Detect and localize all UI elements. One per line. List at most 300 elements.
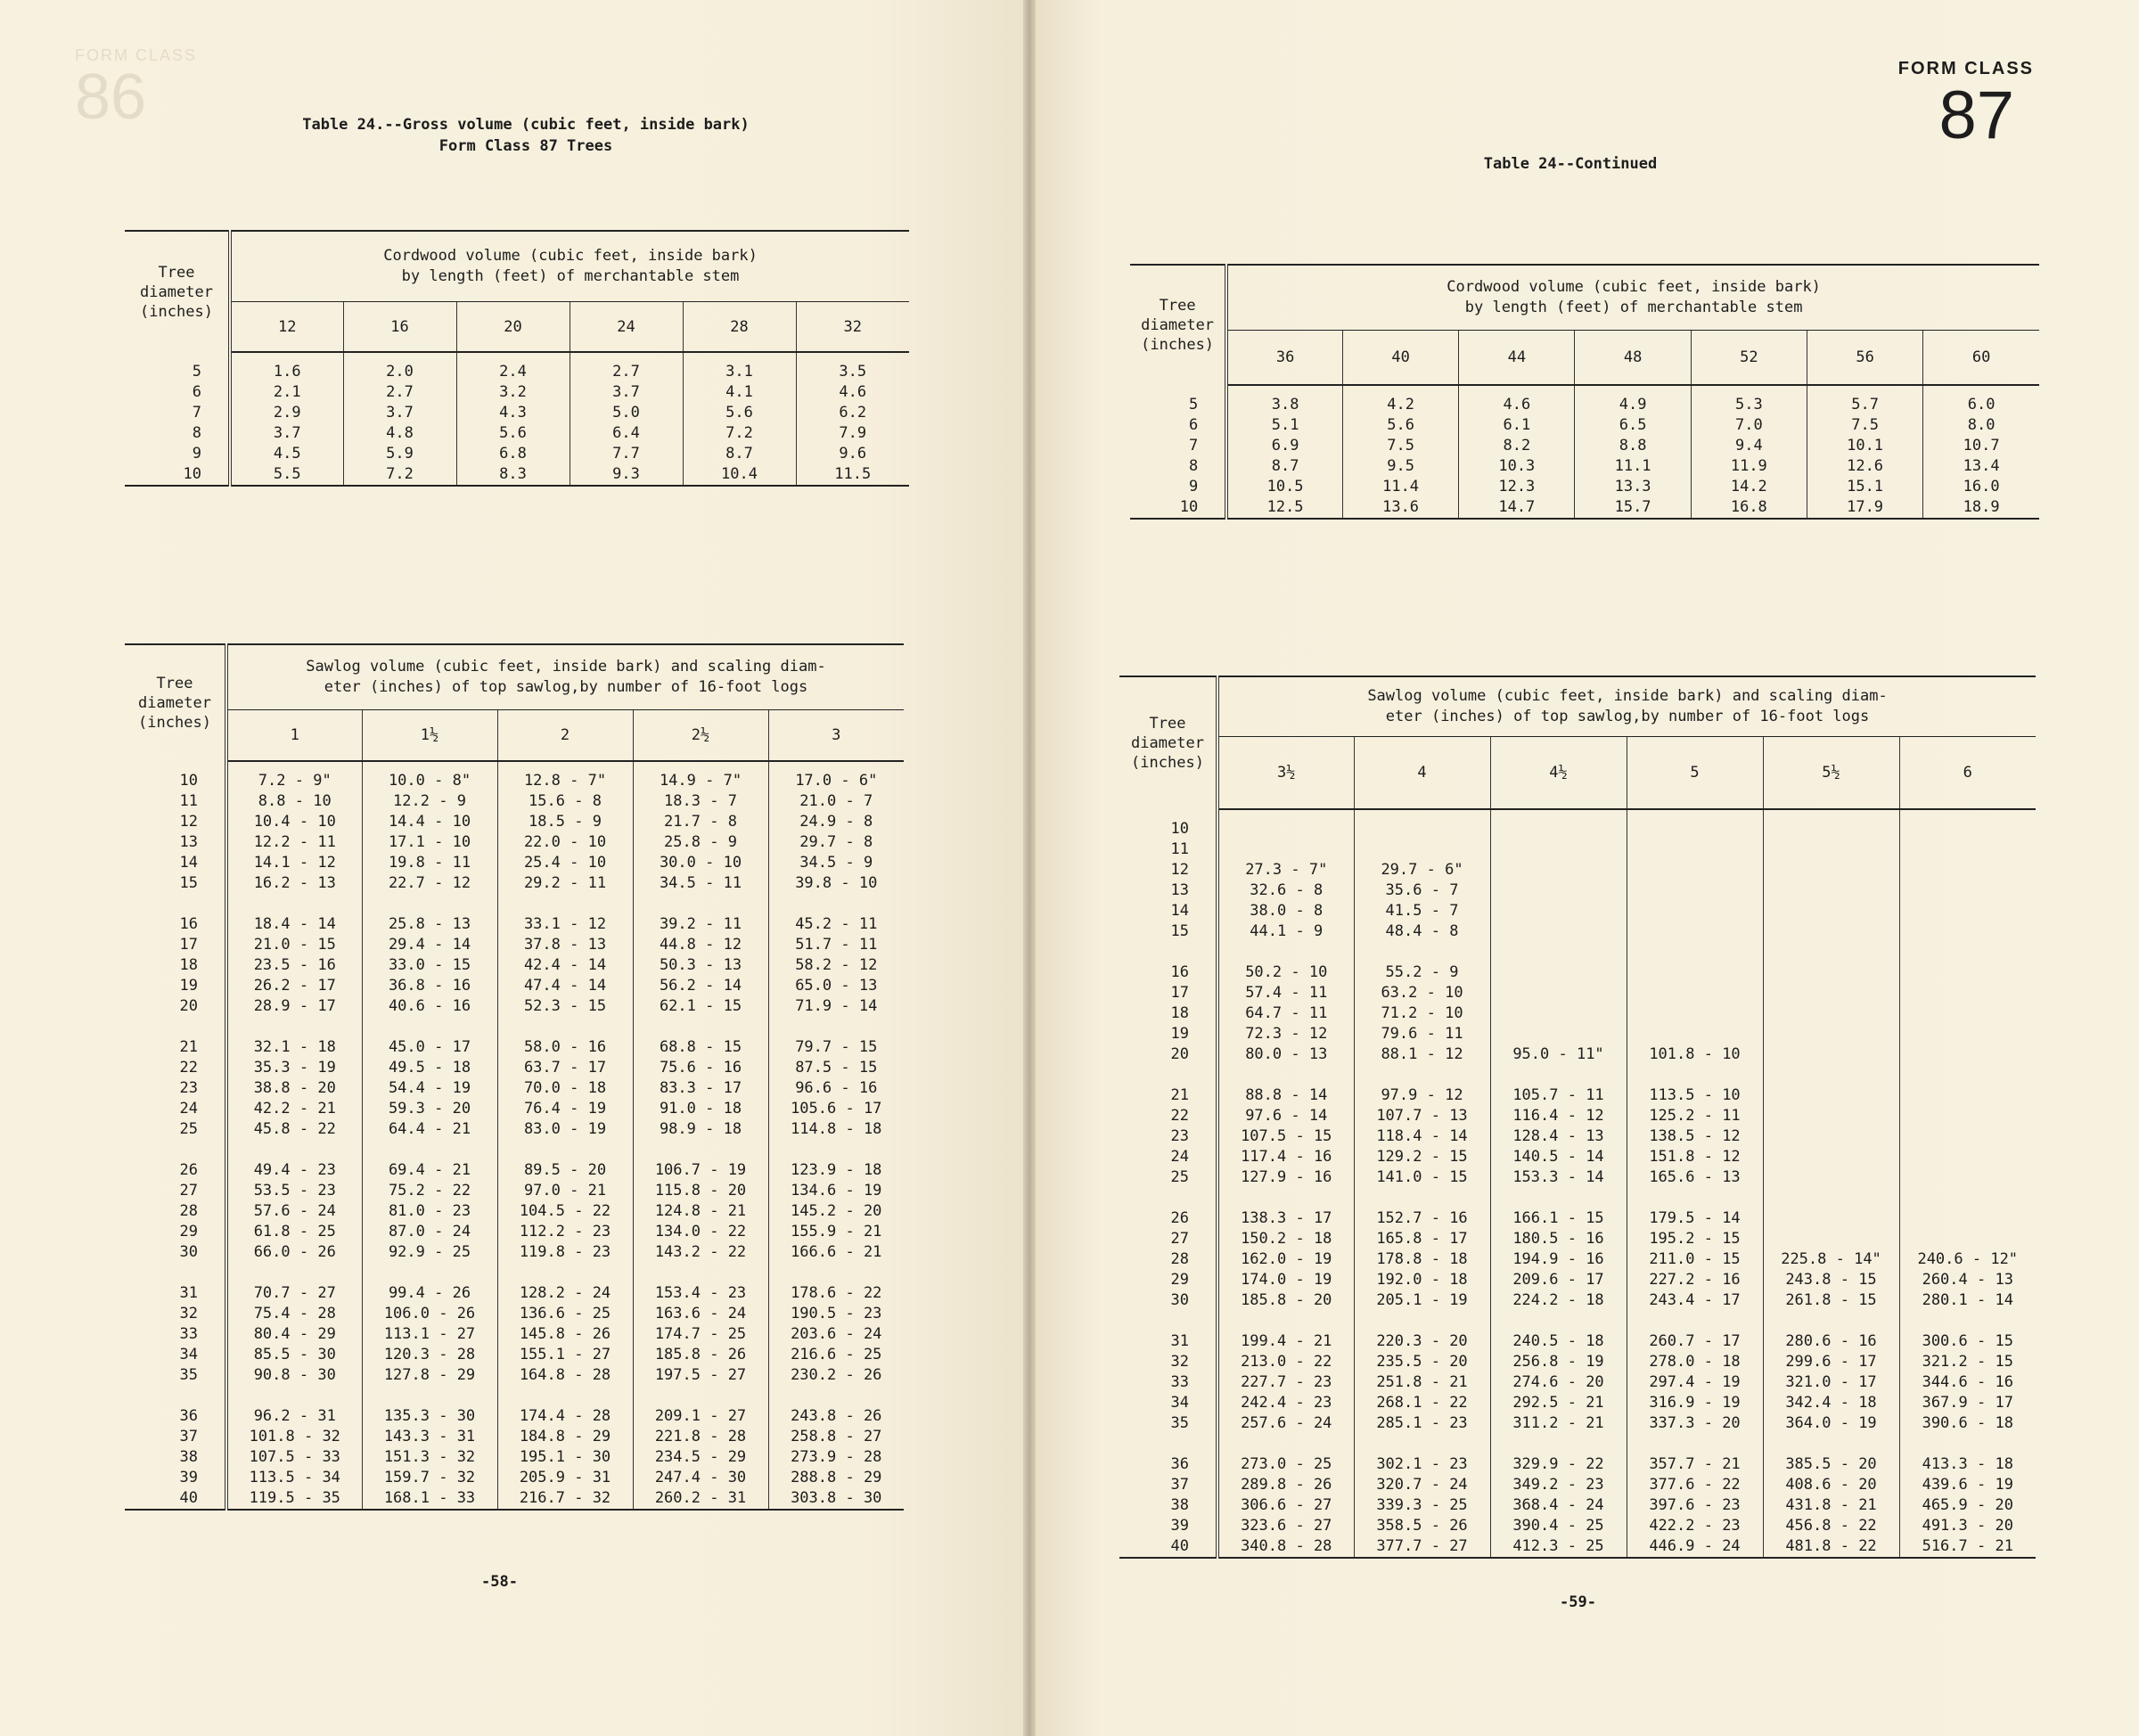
volume-cell: 390.6 - 18 bbox=[1922, 1414, 2013, 1432]
volume-cell: 178.8 - 18 bbox=[1354, 1249, 1490, 1270]
volume-cell bbox=[1763, 839, 1899, 860]
table-row bbox=[1119, 1229, 2036, 1249]
volume-cell: 292.5 - 21 bbox=[1490, 1393, 1627, 1413]
diameter-cell: 40 bbox=[125, 1488, 226, 1510]
volume-cell: 136.6 - 25 bbox=[497, 1304, 633, 1324]
volume-cell: 105.6 - 17 bbox=[791, 1100, 882, 1118]
volume-cell bbox=[1490, 860, 1627, 880]
volume-cell: 64.7 - 11 bbox=[1217, 1003, 1354, 1024]
volume-cell: 27.3 - 7" bbox=[1217, 860, 1354, 880]
volume-cell bbox=[1899, 1126, 2036, 1147]
volume-cell: 174.4 - 28 bbox=[497, 1386, 633, 1427]
volume-cell: 101.8 - 10 bbox=[1627, 1044, 1763, 1065]
diameter-cell: 30 bbox=[125, 1242, 226, 1263]
volume-cell: 87.5 - 15 bbox=[795, 1059, 878, 1077]
diameter-cell: 23 bbox=[1119, 1126, 1217, 1147]
volume-cell: 349.2 - 23 bbox=[1490, 1475, 1627, 1495]
volume-cell bbox=[1627, 809, 1763, 839]
volume-cell: 408.6 - 20 bbox=[1763, 1475, 1899, 1495]
diameter-cell: 37 bbox=[1119, 1475, 1217, 1495]
volume-cell bbox=[1490, 880, 1627, 901]
column-header: 40 bbox=[1342, 331, 1458, 386]
volume-cell: 70.0 - 18 bbox=[497, 1078, 633, 1099]
volume-cell: 12.3 bbox=[1459, 477, 1575, 497]
diameter-cell: 5 bbox=[1130, 385, 1226, 415]
volume-cell: 209.6 - 17 bbox=[1490, 1270, 1627, 1290]
volume-cell: 211.0 - 15 bbox=[1627, 1249, 1763, 1270]
volume-cell: 13.4 bbox=[1963, 457, 2000, 475]
volume-cell: 85.5 - 30 bbox=[226, 1345, 362, 1365]
volume-cell bbox=[1490, 901, 1627, 921]
volume-cell: 243.8 - 15 bbox=[1763, 1270, 1899, 1290]
volume-cell: 25.8 - 13 bbox=[362, 894, 497, 935]
volume-cell: 32.6 - 8 bbox=[1217, 880, 1354, 901]
diameter-cell: 34 bbox=[1119, 1393, 1217, 1413]
volume-cell: 138.3 - 17 bbox=[1217, 1188, 1354, 1229]
volume-cell: 34.5 - 11 bbox=[633, 873, 768, 894]
form-class-number: 87 bbox=[1938, 78, 2014, 153]
volume-cell bbox=[1627, 901, 1763, 921]
volume-cell bbox=[1490, 921, 1627, 942]
volume-cell: 390.4 - 25 bbox=[1490, 1516, 1627, 1536]
volume-cell: 58.2 - 12 bbox=[795, 956, 878, 974]
table-row bbox=[1119, 1413, 2036, 1434]
volume-cell: 4.2 bbox=[1342, 385, 1458, 415]
volume-cell: 106.7 - 19 bbox=[633, 1140, 768, 1181]
volume-cell: 367.9 - 17 bbox=[1922, 1394, 2013, 1412]
volume-cell: 9.4 bbox=[1691, 436, 1807, 456]
volume-cell: 63.2 - 10 bbox=[1354, 983, 1490, 1003]
volume-cell: 97.0 - 21 bbox=[497, 1181, 633, 1201]
volume-cell: 21.0 - 7 bbox=[799, 792, 873, 810]
table-row bbox=[125, 1386, 904, 1427]
diameter-cell: 11 bbox=[1119, 839, 1217, 860]
volume-cell bbox=[1899, 1229, 2036, 1249]
volume-cell bbox=[1763, 1003, 1899, 1024]
volume-cell: 140.5 - 14 bbox=[1490, 1147, 1627, 1167]
volume-cell: 194.9 - 16 bbox=[1490, 1249, 1627, 1270]
volume-cell: 5.5 bbox=[230, 464, 343, 486]
table-row bbox=[125, 1488, 904, 1510]
volume-cell: 50.3 - 13 bbox=[633, 955, 768, 976]
volume-cell: 302.1 - 23 bbox=[1354, 1434, 1490, 1475]
volume-cell bbox=[1899, 1147, 2036, 1167]
table-title-line2: Form Class 87 Trees bbox=[438, 137, 613, 155]
volume-cell: 125.2 - 11 bbox=[1627, 1106, 1763, 1126]
diameter-cell: 9 bbox=[125, 444, 230, 464]
volume-cell: 141.0 - 15 bbox=[1354, 1167, 1490, 1188]
diameter-cell: 33 bbox=[125, 1324, 226, 1345]
diameter-cell: 37 bbox=[125, 1427, 226, 1447]
table-row bbox=[125, 761, 904, 791]
diameter-cell: 24 bbox=[125, 1099, 226, 1119]
volume-cell: 323.6 - 27 bbox=[1217, 1516, 1354, 1536]
column-header: 48 bbox=[1575, 331, 1691, 386]
diameter-cell: 5 bbox=[125, 352, 230, 382]
volume-cell: 19.8 - 11 bbox=[362, 853, 497, 873]
volume-cell: 431.8 - 21 bbox=[1763, 1495, 1899, 1516]
table-row bbox=[125, 1365, 904, 1386]
right-page bbox=[1036, 0, 2139, 1736]
table-row bbox=[125, 976, 904, 996]
diameter-cell: 25 bbox=[1119, 1167, 1217, 1188]
volume-cell: 41.5 - 7 bbox=[1354, 901, 1490, 921]
volume-cell: 35.3 - 19 bbox=[226, 1058, 362, 1078]
volume-cell: 10.7 bbox=[1963, 437, 2000, 454]
diameter-cell: 22 bbox=[125, 1058, 226, 1078]
volume-cell: 135.3 - 30 bbox=[362, 1386, 497, 1427]
volume-cell: 29.7 - 6" bbox=[1354, 860, 1490, 880]
volume-cell: 36.8 - 16 bbox=[362, 976, 497, 996]
volume-cell: 107.5 - 33 bbox=[226, 1447, 362, 1468]
diameter-cell: 26 bbox=[125, 1140, 226, 1181]
volume-cell: 57.6 - 24 bbox=[226, 1201, 362, 1222]
volume-cell: 8.3 bbox=[456, 464, 570, 486]
volume-cell: 51.7 - 11 bbox=[795, 936, 878, 954]
volume-cell: 342.4 - 18 bbox=[1763, 1393, 1899, 1413]
table-row bbox=[125, 832, 904, 853]
diameter-cell: 30 bbox=[1119, 1290, 1217, 1311]
volume-cell: 55.2 - 9 bbox=[1354, 942, 1490, 983]
table-row bbox=[125, 1447, 904, 1468]
volume-cell bbox=[1354, 809, 1490, 839]
table-row bbox=[125, 1099, 904, 1119]
volume-cell: 178.6 - 22 bbox=[791, 1284, 882, 1302]
diameter-cell: 38 bbox=[1119, 1495, 1217, 1516]
column-header: 5 bbox=[1627, 737, 1763, 810]
diameter-cell: 29 bbox=[1119, 1270, 1217, 1290]
volume-cell bbox=[1899, 1188, 2036, 1229]
volume-cell: 268.1 - 22 bbox=[1354, 1393, 1490, 1413]
volume-cell: 278.0 - 18 bbox=[1627, 1352, 1763, 1372]
column-header: 1 bbox=[226, 710, 362, 762]
diameter-cell: 38 bbox=[125, 1447, 226, 1468]
volume-cell: 163.6 - 24 bbox=[633, 1304, 768, 1324]
volume-cell: 234.5 - 29 bbox=[633, 1447, 768, 1468]
diameter-cell: 14 bbox=[1119, 901, 1217, 921]
volume-cell: 4.8 bbox=[343, 423, 456, 444]
volume-cell: 38.0 - 8 bbox=[1217, 901, 1354, 921]
volume-cell bbox=[1763, 901, 1899, 921]
table-title bbox=[143, 114, 909, 157]
diameter-cell: 16 bbox=[125, 894, 226, 935]
volume-cell: 22.0 - 10 bbox=[497, 832, 633, 853]
volume-cell: 4.1 bbox=[683, 382, 796, 403]
volume-cell: 364.0 - 19 bbox=[1763, 1413, 1899, 1434]
diameter-cell: 34 bbox=[125, 1345, 226, 1365]
table-row bbox=[1130, 497, 2039, 519]
column-header: 32 bbox=[796, 302, 909, 353]
table-row bbox=[125, 1119, 904, 1140]
volume-cell bbox=[1763, 1167, 1899, 1188]
volume-cell: 12.2 - 9 bbox=[362, 791, 497, 812]
volume-cell bbox=[1899, 860, 2036, 880]
volume-cell: 3.1 bbox=[683, 352, 796, 382]
volume-cell: 6.0 bbox=[1967, 396, 1996, 414]
table-row bbox=[1119, 1393, 2036, 1413]
volume-cell: 10.4 - 10 bbox=[226, 812, 362, 832]
diameter-cell: 33 bbox=[1119, 1372, 1217, 1393]
volume-cell: 209.1 - 27 bbox=[633, 1386, 768, 1427]
volume-cell: 25.8 - 9 bbox=[633, 832, 768, 853]
volume-cell bbox=[1763, 942, 1899, 983]
volume-cell: 257.6 - 24 bbox=[1217, 1413, 1354, 1434]
volume-cell: 12.8 - 7" bbox=[497, 761, 633, 791]
volume-cell: 11.5 bbox=[796, 464, 909, 486]
volume-cell: 116.4 - 12 bbox=[1490, 1106, 1627, 1126]
page-number-right: -59- bbox=[1560, 1593, 1596, 1611]
volume-cell bbox=[1763, 1106, 1899, 1126]
volume-cell: 6.8 bbox=[456, 444, 570, 464]
volume-cell bbox=[1763, 1188, 1899, 1229]
diameter-cell: 10 bbox=[1119, 809, 1217, 839]
volume-cell: 321.0 - 17 bbox=[1763, 1372, 1899, 1393]
diameter-cell: 31 bbox=[1119, 1311, 1217, 1352]
table-row bbox=[1130, 385, 2039, 415]
volume-cell: 115.8 - 20 bbox=[633, 1181, 768, 1201]
volume-cell: 184.8 - 29 bbox=[497, 1427, 633, 1447]
table-row bbox=[1119, 839, 2036, 860]
diameter-cell: 10 bbox=[1130, 497, 1226, 519]
volume-cell: 99.4 - 26 bbox=[362, 1263, 497, 1304]
table-row bbox=[125, 1427, 904, 1447]
volume-cell: 71.2 - 10 bbox=[1354, 1003, 1490, 1024]
volume-cell: 3.5 bbox=[839, 363, 867, 381]
volume-cell: 127.9 - 16 bbox=[1217, 1167, 1354, 1188]
volume-cell: 303.8 - 30 bbox=[768, 1488, 904, 1510]
volume-cell: 83.3 - 17 bbox=[633, 1078, 768, 1099]
diameter-cell: 39 bbox=[125, 1468, 226, 1488]
volume-cell: 28.9 - 17 bbox=[226, 996, 362, 1017]
volume-cell: 87.0 - 24 bbox=[362, 1222, 497, 1242]
diameter-cell: 9 bbox=[1130, 477, 1226, 497]
table-row bbox=[125, 1017, 904, 1058]
volume-cell: 32.1 - 18 bbox=[226, 1017, 362, 1058]
volume-cell: 33.0 - 15 bbox=[362, 955, 497, 976]
diameter-cell: 39 bbox=[1119, 1516, 1217, 1536]
volume-cell: 3.7 bbox=[570, 382, 683, 403]
volume-cell: 33.1 - 12 bbox=[497, 894, 633, 935]
volume-cell: 40.6 - 16 bbox=[362, 996, 497, 1017]
volume-cell: 50.2 - 10 bbox=[1217, 942, 1354, 983]
table-row bbox=[1130, 415, 2039, 436]
table-title-continued: Table 24--Continued bbox=[1483, 155, 1658, 173]
volume-cell: 357.7 - 21 bbox=[1627, 1434, 1763, 1475]
volume-cell: 261.8 - 15 bbox=[1763, 1290, 1899, 1311]
volume-cell bbox=[1899, 880, 2036, 901]
volume-cell: 8.7 bbox=[683, 444, 796, 464]
volume-cell: 29.7 - 8 bbox=[799, 833, 873, 851]
left-page bbox=[0, 0, 1023, 1736]
column-header: 44 bbox=[1459, 331, 1575, 386]
volume-cell: 256.8 - 19 bbox=[1490, 1352, 1627, 1372]
volume-cell: 412.3 - 25 bbox=[1490, 1536, 1627, 1558]
diameter-cell: 28 bbox=[1119, 1249, 1217, 1270]
table-row bbox=[1119, 1352, 2036, 1372]
volume-cell: 14.7 bbox=[1459, 497, 1575, 519]
volume-cell: 197.5 - 27 bbox=[633, 1365, 768, 1386]
volume-cell: 112.2 - 23 bbox=[497, 1222, 633, 1242]
diameter-cell: 10 bbox=[125, 464, 230, 486]
volume-cell: 220.3 - 20 bbox=[1354, 1311, 1490, 1352]
cordwood-table-right bbox=[1130, 264, 2039, 520]
volume-cell: 225.8 - 14" bbox=[1763, 1249, 1899, 1270]
table-row bbox=[125, 352, 909, 382]
diameter-cell: 27 bbox=[1119, 1229, 1217, 1249]
volume-cell: 165.6 - 13 bbox=[1627, 1167, 1763, 1188]
volume-cell: 10.3 bbox=[1459, 456, 1575, 477]
volume-cell bbox=[1627, 921, 1763, 942]
ghost-form-class-label: FORM CLASS bbox=[75, 46, 198, 64]
diameter-cell: 35 bbox=[125, 1365, 226, 1386]
diameter-cell: 13 bbox=[125, 832, 226, 853]
table-row bbox=[125, 1058, 904, 1078]
volume-cell: 15.1 bbox=[1807, 477, 1922, 497]
table-row bbox=[1119, 1147, 2036, 1167]
volume-cell: 397.6 - 23 bbox=[1627, 1495, 1763, 1516]
sawlog-header: Sawlog volume (cubic feet, inside bark) and scaling diam- eter (inches) of top sawlog,by number of 16-foot logs bbox=[1217, 676, 2036, 737]
table-row bbox=[1119, 860, 2036, 880]
volume-cell: 3.7 bbox=[230, 423, 343, 444]
table-row bbox=[125, 791, 904, 812]
volume-cell bbox=[1627, 860, 1763, 880]
page-number-left: -58- bbox=[481, 1573, 518, 1591]
table-row bbox=[125, 853, 904, 873]
diameter-cell: 18 bbox=[125, 955, 226, 976]
volume-cell: 280.6 - 16 bbox=[1763, 1311, 1899, 1352]
volume-cell: 143.3 - 31 bbox=[362, 1427, 497, 1447]
volume-cell: 7.2 bbox=[343, 464, 456, 486]
volume-cell: 12.5 bbox=[1226, 497, 1342, 519]
volume-cell: 75.4 - 28 bbox=[226, 1304, 362, 1324]
column-header: 5½ bbox=[1763, 737, 1899, 810]
table-row bbox=[125, 423, 909, 444]
volume-cell: 321.2 - 15 bbox=[1922, 1353, 2013, 1371]
volume-cell: 216.6 - 25 bbox=[791, 1346, 882, 1363]
table-row bbox=[1119, 1249, 2036, 1270]
volume-cell: 39.8 - 10 bbox=[795, 874, 878, 892]
volume-cell: 150.2 - 18 bbox=[1217, 1229, 1354, 1249]
diameter-cell: 13 bbox=[1119, 880, 1217, 901]
volume-cell: 45.0 - 17 bbox=[362, 1017, 497, 1058]
volume-cell: 224.2 - 18 bbox=[1490, 1290, 1627, 1311]
volume-cell bbox=[1899, 921, 2036, 942]
diameter-cell: 26 bbox=[1119, 1188, 1217, 1229]
volume-cell: 180.5 - 16 bbox=[1490, 1229, 1627, 1249]
volume-cell: 481.8 - 22 bbox=[1763, 1536, 1899, 1558]
volume-cell: 134.0 - 22 bbox=[633, 1222, 768, 1242]
volume-cell: 168.1 - 33 bbox=[362, 1488, 497, 1510]
volume-cell: 216.7 - 32 bbox=[497, 1488, 633, 1510]
volume-cell: 152.7 - 16 bbox=[1354, 1188, 1490, 1229]
table-row bbox=[125, 1263, 904, 1304]
volume-cell: 54.4 - 19 bbox=[362, 1078, 497, 1099]
cordwood-header: Cordwood volume (cubic feet, inside bark) by length (feet) of merchantable stem bbox=[230, 231, 909, 302]
volume-cell: 38.8 - 20 bbox=[226, 1078, 362, 1099]
volume-cell: 2.0 bbox=[343, 352, 456, 382]
volume-cell: 58.0 - 16 bbox=[497, 1017, 633, 1058]
volume-cell bbox=[1627, 1003, 1763, 1024]
table-row bbox=[125, 894, 904, 935]
volume-cell: 385.5 - 20 bbox=[1763, 1434, 1899, 1475]
volume-cell: 8.8 - 10 bbox=[226, 791, 362, 812]
volume-cell: 97.9 - 12 bbox=[1354, 1065, 1490, 1106]
sawlog-header: Sawlog volume (cubic feet, inside bark) and scaling diam- eter (inches) of top sawlog,by number of 16-foot logs bbox=[226, 644, 904, 710]
volume-cell: 145.2 - 20 bbox=[791, 1202, 882, 1220]
column-header: 4½ bbox=[1490, 737, 1627, 810]
volume-cell: 2.7 bbox=[570, 352, 683, 382]
diameter-cell: 20 bbox=[125, 996, 226, 1017]
volume-cell: 44.8 - 12 bbox=[633, 935, 768, 955]
volume-cell: 35.6 - 7 bbox=[1354, 880, 1490, 901]
volume-cell: 65.0 - 13 bbox=[795, 977, 878, 995]
volume-cell: 260.2 - 31 bbox=[633, 1488, 768, 1510]
volume-cell: 516.7 - 21 bbox=[1899, 1536, 2036, 1558]
diameter-header: Tree diameter (inches) bbox=[1119, 676, 1217, 809]
volume-cell bbox=[1899, 983, 2036, 1003]
volume-cell: 106.0 - 26 bbox=[362, 1304, 497, 1324]
volume-cell: 79.6 - 11 bbox=[1354, 1024, 1490, 1044]
volume-cell: 63.7 - 17 bbox=[497, 1058, 633, 1078]
volume-cell: 92.9 - 25 bbox=[362, 1242, 497, 1263]
volume-cell: 80.0 - 13 bbox=[1217, 1044, 1354, 1065]
volume-cell: 299.6 - 17 bbox=[1763, 1352, 1899, 1372]
table-row bbox=[125, 1242, 904, 1263]
volume-cell: 166.6 - 21 bbox=[791, 1243, 882, 1261]
diameter-header: Tree diameter (inches) bbox=[125, 644, 226, 761]
volume-cell: 311.2 - 21 bbox=[1490, 1413, 1627, 1434]
volume-cell bbox=[1490, 839, 1627, 860]
diameter-cell: 11 bbox=[125, 791, 226, 812]
volume-cell: 3.2 bbox=[456, 382, 570, 403]
diameter-cell: 32 bbox=[125, 1304, 226, 1324]
column-header: 16 bbox=[343, 302, 456, 353]
volume-cell: 5.1 bbox=[1226, 415, 1342, 436]
table-row bbox=[125, 812, 904, 832]
volume-cell: 4.3 bbox=[456, 403, 570, 423]
volume-cell: 72.3 - 12 bbox=[1217, 1024, 1354, 1044]
volume-cell: 337.3 - 20 bbox=[1627, 1413, 1763, 1434]
volume-cell: 174.7 - 25 bbox=[633, 1324, 768, 1345]
volume-cell bbox=[1490, 942, 1627, 983]
table-row bbox=[125, 464, 909, 486]
volume-cell bbox=[1899, 1044, 2036, 1065]
volume-cell bbox=[1763, 1126, 1899, 1147]
volume-cell: 11.9 bbox=[1691, 456, 1807, 477]
volume-cell: 14.9 - 7" bbox=[633, 761, 768, 791]
volume-cell: 242.4 - 23 bbox=[1217, 1393, 1354, 1413]
volume-cell: 42.4 - 14 bbox=[497, 955, 633, 976]
table-row bbox=[1119, 880, 2036, 901]
volume-cell: 138.5 - 12 bbox=[1627, 1126, 1763, 1147]
volume-cell: 203.6 - 24 bbox=[791, 1325, 882, 1343]
diameter-cell: 24 bbox=[1119, 1147, 1217, 1167]
volume-cell: 18.3 - 7 bbox=[633, 791, 768, 812]
volume-cell: 13.3 bbox=[1575, 477, 1691, 497]
volume-cell bbox=[1899, 1106, 2036, 1126]
volume-cell: 15.7 bbox=[1575, 497, 1691, 519]
volume-cell: 76.4 - 19 bbox=[497, 1099, 633, 1119]
volume-cell: 2.7 bbox=[343, 382, 456, 403]
volume-cell: 7.9 bbox=[839, 424, 867, 442]
column-header: 52 bbox=[1691, 331, 1807, 386]
table-row bbox=[1119, 942, 2036, 983]
volume-cell: 18.9 bbox=[1923, 497, 2039, 519]
volume-cell bbox=[1627, 839, 1763, 860]
table-row bbox=[1119, 901, 2036, 921]
volume-cell bbox=[1490, 983, 1627, 1003]
diameter-cell: 6 bbox=[1130, 415, 1226, 436]
